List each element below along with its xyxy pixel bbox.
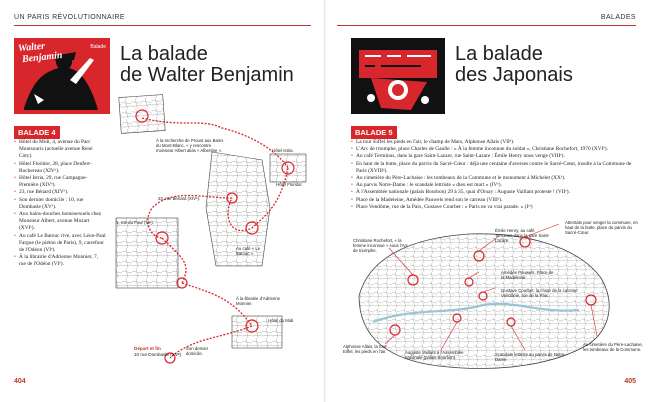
depart-address: 10 rue Dombasle (XVᵉ) [134,351,182,357]
map-caption: Amédée Pauwels, Place de la Madeleine. [501,270,554,281]
page-number-right: 405 [624,378,636,385]
cover-small-label: Balade [90,44,106,50]
header-rule [337,25,636,26]
list-item: • L'Arc de triomphe, place Charles de Gaulle : « À la femme inconnue du soldat », Christiane Rochefort, 1970 (XVIᵉ). [351,146,633,153]
walter-benjamin-cover [14,38,110,114]
title-line-2: de Walter Benjamin [120,64,294,86]
map-caption: 1, rue du Four (VIᵉ). [116,220,154,225]
map-caption: Hôtel Floridor. [276,182,303,187]
map-caption: Gustave Courbet, la chute de la colonne Vendôme, rue de la Paix. [501,288,578,299]
map-caption: Hôtel Istria. [272,148,294,153]
title-line-2: des Japonais [455,64,573,86]
map-caption: 23, rue Bénard (XIVᵉ). [158,196,201,201]
list-item: • En haut de la butte, place du parvis du Sacré-Cœur : déjà une centaine d'averses contre le Sacré-Cœur, insulte à la Commune de Paris (XVIIIᵉ). [351,161,633,175]
map-caption: À la recherche de Proust aux Bains du Mont-Blanc, « y rencontre monsieur Albert alias « Albertine ». [156,138,224,154]
map-caption: Alphonse Allais, la tour Eiffel, les pieds en l'air. [343,344,387,355]
list-item: • À la librairie d'Adrienne Monnier, 7, rue de l'Odéon (VIᵉ). [14,254,106,268]
map-caption: Son dernier domicile. [186,346,209,357]
title-line-1: La balade [120,43,208,65]
page-number-left: 404 [14,378,26,385]
map-caption: Christiane Rochefort, « la femme inconnue » sous l'Arc de triomphe. [353,238,409,254]
list-item: • Au parvis Notre-Dame : le scandale lettriste « dieu est mort » (IVᵉ). [351,182,633,189]
list-item: • À l'Assemblée nationale (palais Bourbon) 29 à 35, quai d'Orsay : Auguste Vaillant proteste ! (VIIᵉ). [351,189,633,196]
map-fragment [116,218,178,288]
list-item: • Place Vendôme, rue de la Paix, Gustave Courbet : « Paris ne va vrai parade. » (Iᵉʳ) [351,204,633,211]
map-caption: Hôtel du Midi. [268,318,295,323]
right-page [325,0,650,402]
japonais-cover [351,38,445,114]
map-caption: Scandale lettriste au parvis de Notre-Dame. [495,352,566,363]
list-item: • Place de la Madeleine, Amédée Pauwels rend son le carreau (VIIIᵉ). [351,197,633,204]
page-title-left [120,44,294,86]
balade-badge: BALADE 5 [351,126,397,139]
running-head-right: BALADES [600,14,636,21]
depart-note [134,346,184,357]
cover-title-1: Walter [17,40,46,55]
list-item: • Hôtel Floridor, 28, place Denfert-Rochereau (XIVᵉ). [14,161,106,175]
list-item: • Hôtel Istria, 29, rue Campagne-Première (XIVᵉ). [14,175,106,189]
list-item: • Au café Le Batouc rive, avec Léon-Paul Fargue (le piéton de Paris), 9, carrefour de l'Odéon (VIᵉ). [14,233,106,255]
map-caption: Au café « Le Batouc ». [236,246,261,257]
map-fragment [119,95,165,134]
title-line-1: La balade [455,43,543,65]
map-caption: Émile Henry, au café Terminus dans la gare Saint-Lazare. [495,228,550,244]
list-item: • Aux bains-douches homosexuels chez Monsieur Albert, avenue Mozart (XVIᵉ). [14,211,106,233]
running-head-left: UN PARIS RÉVOLUTIONNAIRE [14,14,125,21]
page-title-right [455,44,573,86]
walk-map-left [112,88,316,370]
list-item: • Son dernier domicile : 10, rue Dombasle (XVᵉ). [14,197,106,211]
list-item: • Au café Terminus, dans la gare Saint-Lazare, rue Saint-Lazare : Émile Henry nous venge (VIIIᵉ). [351,153,633,160]
japonais-illustration [351,38,445,114]
balade-badge: BALADE 4 [14,126,60,139]
depart-label: Départ et fin [134,346,161,351]
list-item: • La tour Eiffel les pieds en l'air, le champ de Mars, Alphonse Allais (VIIᵉ). [351,139,633,146]
map-caption: Attentats pour venger la commune, en haut de la butte, place du parvis du Sacré-Cœur. [565,220,638,236]
list-item: • 23, rue Bénard (XIVᵉ). [14,189,106,196]
list-item: • Hôtel du Midi, 4, avenue du Parc Montsouris (actuelle avenue René Coty). [14,139,106,161]
list-item: • Au cimetière du Père-Lachaise : les tombeaux de la Commune et le monument à Michelet (XXᵉ). [351,175,633,182]
stops-list-left [14,139,106,269]
cover-title-2: Benjamin [21,49,64,66]
map-caption: Au cimetière du Père-Lachaise, les tombeaux de la Commune. [583,342,643,353]
map-caption: Auguste Vaillant à l'Assemblée nationale (palais Bourbon). [405,350,464,361]
map-caption: À la librairie d'Adrienne Monnier. [236,296,281,307]
header-rule [14,25,311,26]
stops-list-right [351,139,633,211]
